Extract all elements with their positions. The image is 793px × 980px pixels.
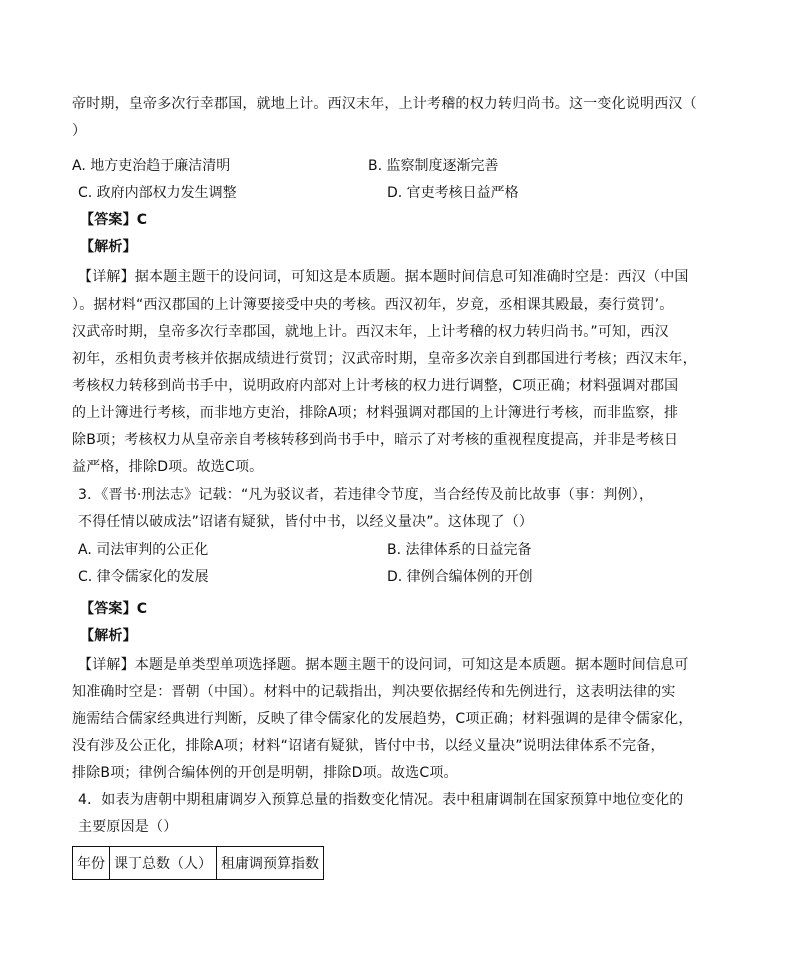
q3-analysis-label: 【解析】 [80,628,137,644]
q2-option-d: D. 官吏考核日益严格 [387,185,519,201]
q3-detail-line: 知准确时空是：晋朝（中国）。材料中的记载指出，判决要依据经传和先例进行，这表明法律的实 [72,684,676,700]
q2-detail-line: 除B项；考核权力从皇帝亲自考核转移到尚书手中，暗示了对考核的重视程度提高，并非是考核日 [72,432,679,448]
q2-detail-line: 初年，丞相负责考核并依据成绩进行赏罚；汉武帝时期，皇帝多次亲自到郡国进行考核；西汉末年， [72,351,697,367]
q4-data-table [72,846,324,880]
q2-option-b: B. 监察制度逐渐完善 [368,158,499,174]
q2-detail-line: 考核权力转移到尚书手中，说明政府内部对上计考核的权力进行调整，C项正确；材料强调对郡国 [72,378,679,394]
q3-detail-line: 排除B项；律例合编体例的开创是明朝，排除D项。故选C项。 [72,765,458,781]
q2-detail-line: 益严格，排除D项。故选C项。 [72,459,264,475]
q2-option-a: A. 地方吏治趋于廉洁清明 [72,158,231,174]
q2-detail-line: 的上计簿进行考核，而非地方吏治，排除A项；材料强调对郡国的上计簿进行考核，而非监察，排 [72,405,679,421]
q2-answer: 【答案】C [80,212,148,228]
q2-stem-line: ） [72,123,87,139]
q3-option-d: D. 律例合编体例的开创 [387,569,533,585]
q2-detail-line: 汉武帝时期，皇帝多次行幸郡国，就地上计。西汉末年，上计考稽的权力转归尚书。”可知，西汉 [72,324,669,340]
table-header-cell: 年份 [73,847,110,880]
table-header-cell: 租庸调预算指数 [217,847,324,880]
table-header-row [73,847,324,880]
q3-detail-line: 没有涉及公正化，排除A项；材料“诏诸有疑狱，皆付中书，以经义量决”说明法律体系不完备， [72,738,665,754]
q3-option-b: B. 法律体系的日益完备 [387,542,532,558]
q2-detail-line: ）。据材料“西汉郡国的上计簿要接受中央的考核。西汉初年，岁竟，丞相课其殿最，奏行赏罚’。 [72,297,674,313]
q3-option-a: A. 司法审判的公正化 [78,542,209,558]
q2-analysis-label: 【解析】 [80,239,137,255]
table-header-cell: 课丁总数（人） [110,847,217,880]
q3-stem-line: 3．《晋书·刑法志》记载：“凡为驳议者，若违律令节度，当合经传及前比故事（事：判例）， [78,487,654,503]
q3-answer: 【答案】C [80,601,148,617]
q4-stem-line: 4．如表为唐朝中期租庸调岁入预算总量的指数变化情况。表中租庸调制在国家预算中地位变化的 [78,792,684,808]
q3-detail-line: 【详解】本题是单类型单项选择题。据本题主题干的设问词，可知这是本质题。据本题时间信息可 [78,657,689,673]
q2-option-c: C. 政府内部权力发生调整 [78,185,237,201]
q3-stem-line: 不得任情以破成法”诏诸有疑狱，皆付中书，以经义量决”。这体现了（） [78,514,534,530]
q4-stem-line: 主要原因是（） [78,819,178,835]
q3-detail-line: 施需结合儒家经典进行判断，反映了律令儒家化的发展趋势，C项正确；材料强调的是律令儒家化， [72,711,693,727]
q2-detail-line: 【详解】据本题主题干的设问词，可知这是本质题。据本题时间信息可知准确时空是：西汉（中国 [78,269,689,285]
q3-option-c: C. 律令儒家化的发展 [78,569,209,585]
q2-stem-line: 帝时期，皇帝多次行幸郡国，就地上计。西汉末年，上计考稽的权力转归尚书。这一变化说明西汉（ [72,96,697,112]
